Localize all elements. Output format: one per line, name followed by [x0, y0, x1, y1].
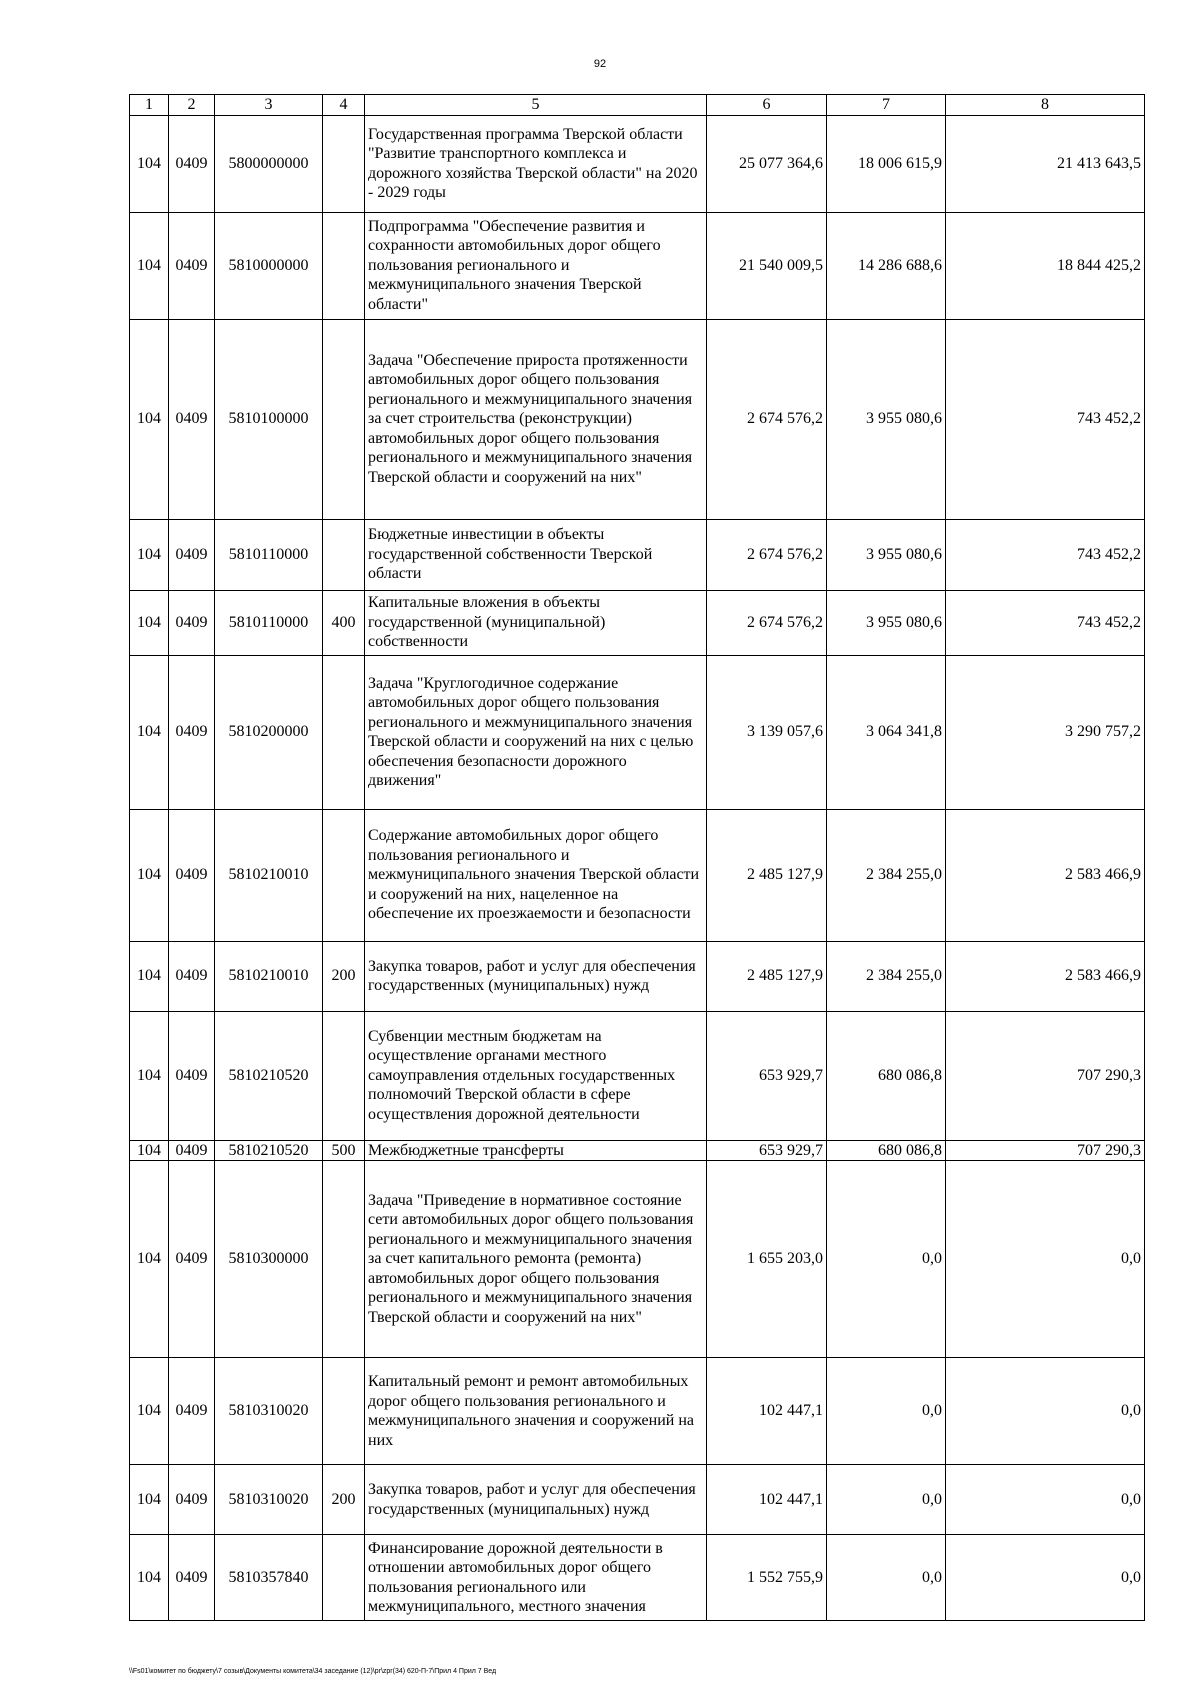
cell-amount-8: 2 583 466,9: [946, 941, 1145, 1011]
cell-target-code: 5810357840: [215, 1535, 323, 1621]
cell-amount-6: 653 929,7: [707, 1011, 827, 1140]
cell-amount-8: 707 290,3: [946, 1140, 1145, 1161]
cell-ministry-code: 104: [130, 115, 169, 212]
cell-ministry-code: 104: [130, 1161, 169, 1358]
cell-expense-type: 200: [323, 941, 365, 1011]
cell-amount-8: 18 844 425,2: [946, 212, 1145, 319]
cell-expense-type: [323, 519, 365, 590]
cell-description: Задача "Приведение в нормативное состояние сети автомобильных дорог общего пользования регионального и межмуниципального значения за счет капитального ремонта (ремонта) автомобильных дорог общего пользования регионального и межмуниципального значения Тверской области и сооружений на них": [365, 1161, 707, 1358]
cell-section-code: 0409: [169, 809, 215, 941]
cell-expense-type: [323, 1161, 365, 1358]
cell-ministry-code: 104: [130, 1011, 169, 1140]
cell-expense-type: [323, 319, 365, 519]
cell-target-code: 5810200000: [215, 655, 323, 809]
cell-expense-type: [323, 1358, 365, 1465]
cell-amount-6: 2 485 127,9: [707, 941, 827, 1011]
cell-section-code: 0409: [169, 1011, 215, 1140]
cell-amount-7: 680 086,8: [827, 1011, 946, 1140]
cell-description: Подпрограмма "Обеспечение развития и сохранности автомобильных дорог общего пользования регионального и межмуниципального значения Тверской области": [365, 212, 707, 319]
cell-target-code: 5800000000: [215, 115, 323, 212]
cell-description: Задача "Круглогодичное содержание автомобильных дорог общего пользования регионального и межмуниципального значения Тверской области и сооружений на них с целью обеспечения безопасности дорожного движения": [365, 655, 707, 809]
budget-table: [129, 94, 1145, 1621]
cell-description: Закупка товаров, работ и услуг для обеспечения государственных (муниципальных) нужд: [365, 941, 707, 1011]
column-header: 8: [946, 95, 1145, 116]
cell-description: Капитальные вложения в объекты государственной (муниципальной) собственности: [365, 590, 707, 655]
cell-amount-6: 3 139 057,6: [707, 655, 827, 809]
cell-amount-8: 707 290,3: [946, 1011, 1145, 1140]
cell-section-code: 0409: [169, 319, 215, 519]
cell-amount-6: 2 674 576,2: [707, 519, 827, 590]
cell-section-code: 0409: [169, 1140, 215, 1161]
cell-amount-7: 18 006 615,9: [827, 115, 946, 212]
cell-amount-6: 102 447,1: [707, 1358, 827, 1465]
cell-section-code: 0409: [169, 212, 215, 319]
cell-description: Субвенции местным бюджетам на осуществление органами местного самоуправления отдельных государственных полномочий Тверской области в сфере осуществления дорожной деятельности: [365, 1011, 707, 1140]
cell-amount-7: 3 955 080,6: [827, 590, 946, 655]
cell-expense-type: 400: [323, 590, 365, 655]
cell-section-code: 0409: [169, 115, 215, 212]
column-header: 7: [827, 95, 946, 116]
table-row: [130, 809, 1145, 941]
table-row: [130, 941, 1145, 1011]
cell-amount-7: 0,0: [827, 1535, 946, 1621]
table-row: [130, 319, 1145, 519]
cell-ministry-code: 104: [130, 319, 169, 519]
cell-target-code: 5810300000: [215, 1161, 323, 1358]
cell-amount-7: 14 286 688,6: [827, 212, 946, 319]
cell-ministry-code: 104: [130, 1140, 169, 1161]
cell-amount-7: 3 955 080,6: [827, 319, 946, 519]
table-row: [130, 590, 1145, 655]
cell-amount-8: 21 413 643,5: [946, 115, 1145, 212]
table-row: [130, 1535, 1145, 1621]
column-header: 3: [215, 95, 323, 116]
cell-target-code: 5810310020: [215, 1358, 323, 1465]
cell-expense-type: 200: [323, 1465, 365, 1535]
column-header: 5: [365, 95, 707, 116]
cell-ministry-code: 104: [130, 1535, 169, 1621]
column-header: 2: [169, 95, 215, 116]
table-row: [130, 115, 1145, 212]
table-row: [130, 655, 1145, 809]
cell-amount-7: 0,0: [827, 1358, 946, 1465]
cell-target-code: 5810110000: [215, 519, 323, 590]
cell-amount-8: 0,0: [946, 1358, 1145, 1465]
cell-amount-6: 653 929,7: [707, 1140, 827, 1161]
cell-target-code: 5810210520: [215, 1140, 323, 1161]
cell-section-code: 0409: [169, 941, 215, 1011]
cell-expense-type: [323, 1011, 365, 1140]
cell-amount-7: 680 086,8: [827, 1140, 946, 1161]
cell-amount-8: 743 452,2: [946, 590, 1145, 655]
cell-section-code: 0409: [169, 1358, 215, 1465]
cell-section-code: 0409: [169, 590, 215, 655]
cell-amount-8: 3 290 757,2: [946, 655, 1145, 809]
cell-amount-7: 0,0: [827, 1161, 946, 1358]
cell-expense-type: [323, 1535, 365, 1621]
cell-target-code: 5810000000: [215, 212, 323, 319]
cell-expense-type: [323, 115, 365, 212]
cell-ministry-code: 104: [130, 655, 169, 809]
cell-amount-6: 25 077 364,6: [707, 115, 827, 212]
cell-ministry-code: 104: [130, 212, 169, 319]
cell-amount-8: 0,0: [946, 1161, 1145, 1358]
cell-target-code: 5810110000: [215, 590, 323, 655]
table-row: [130, 1358, 1145, 1465]
page-number: 92: [593, 58, 607, 70]
cell-amount-8: 743 452,2: [946, 319, 1145, 519]
cell-amount-6: 2 674 576,2: [707, 590, 827, 655]
cell-section-code: 0409: [169, 655, 215, 809]
cell-amount-7: 3 955 080,6: [827, 519, 946, 590]
table-row: [130, 212, 1145, 319]
cell-section-code: 0409: [169, 1161, 215, 1358]
cell-description: Задача "Обеспечение прироста протяженности автомобильных дорог общего пользования регионального и межмуниципального значения за счет строительства (реконструкции) автомобильных дорог общего пользования регионального и межмуниципального значения Тверской области и сооружений на них": [365, 319, 707, 519]
cell-target-code: 5810310020: [215, 1465, 323, 1535]
cell-ministry-code: 104: [130, 809, 169, 941]
header-row: [130, 95, 1145, 116]
cell-amount-6: 2 674 576,2: [707, 319, 827, 519]
cell-amount-6: 21 540 009,5: [707, 212, 827, 319]
cell-amount-6: 1 552 755,9: [707, 1535, 827, 1621]
table-row: [130, 1140, 1145, 1161]
cell-description: Государственная программа Тверской области "Развитие транспортного комплекса и дорожного хозяйства Тверской области" на 2020 - 2029 годы: [365, 115, 707, 212]
cell-amount-8: 743 452,2: [946, 519, 1145, 590]
cell-target-code: 5810210010: [215, 809, 323, 941]
cell-section-code: 0409: [169, 1465, 215, 1535]
cell-expense-type: [323, 809, 365, 941]
footer-file-path: \\Fs01\комитет по бюджету\7 созыв\Документы комитета\34 заседание (12)\pr\zpr(34) 620-П-7\Прил 4 Прил 7 Вед: [129, 1668, 497, 1675]
cell-ministry-code: 104: [130, 519, 169, 590]
cell-amount-7: 0,0: [827, 1465, 946, 1535]
cell-description: Финансирование дорожной деятельности в отношении автомобильных дорог общего пользования регионального или межмуниципального, местного значения: [365, 1535, 707, 1621]
cell-amount-7: 2 384 255,0: [827, 941, 946, 1011]
column-header: 6: [707, 95, 827, 116]
cell-target-code: 5810100000: [215, 319, 323, 519]
cell-expense-type: [323, 212, 365, 319]
column-header: 1: [130, 95, 169, 116]
cell-target-code: 5810210520: [215, 1011, 323, 1140]
cell-ministry-code: 104: [130, 1358, 169, 1465]
cell-section-code: 0409: [169, 1535, 215, 1621]
table-row: [130, 1011, 1145, 1140]
cell-amount-8: 2 583 466,9: [946, 809, 1145, 941]
cell-target-code: 5810210010: [215, 941, 323, 1011]
cell-amount-8: 0,0: [946, 1465, 1145, 1535]
table-row: [130, 1465, 1145, 1535]
column-header: 4: [323, 95, 365, 116]
cell-ministry-code: 104: [130, 590, 169, 655]
cell-expense-type: [323, 655, 365, 809]
cell-description: Капитальный ремонт и ремонт автомобильных дорог общего пользования регионального и межмуниципального значения и сооружений на них: [365, 1358, 707, 1465]
cell-description: Бюджетные инвестиции в объекты государственной собственности Тверской области: [365, 519, 707, 590]
cell-section-code: 0409: [169, 519, 215, 590]
cell-amount-6: 2 485 127,9: [707, 809, 827, 941]
cell-ministry-code: 104: [130, 941, 169, 1011]
table-row: [130, 519, 1145, 590]
cell-amount-8: 0,0: [946, 1535, 1145, 1621]
cell-ministry-code: 104: [130, 1465, 169, 1535]
table-row: [130, 1161, 1145, 1358]
cell-expense-type: 500: [323, 1140, 365, 1161]
cell-description: Содержание автомобильных дорог общего пользования регионального и межмуниципального значения Тверской области и сооружений на них, нацеленное на обеспечение их проезжаемости и безопасности: [365, 809, 707, 941]
cell-description: Закупка товаров, работ и услуг для обеспечения государственных (муниципальных) нужд: [365, 1465, 707, 1535]
cell-amount-6: 1 655 203,0: [707, 1161, 827, 1358]
cell-description: Межбюджетные трансферты: [365, 1140, 707, 1161]
cell-amount-7: 2 384 255,0: [827, 809, 946, 941]
cell-amount-6: 102 447,1: [707, 1465, 827, 1535]
cell-amount-7: 3 064 341,8: [827, 655, 946, 809]
